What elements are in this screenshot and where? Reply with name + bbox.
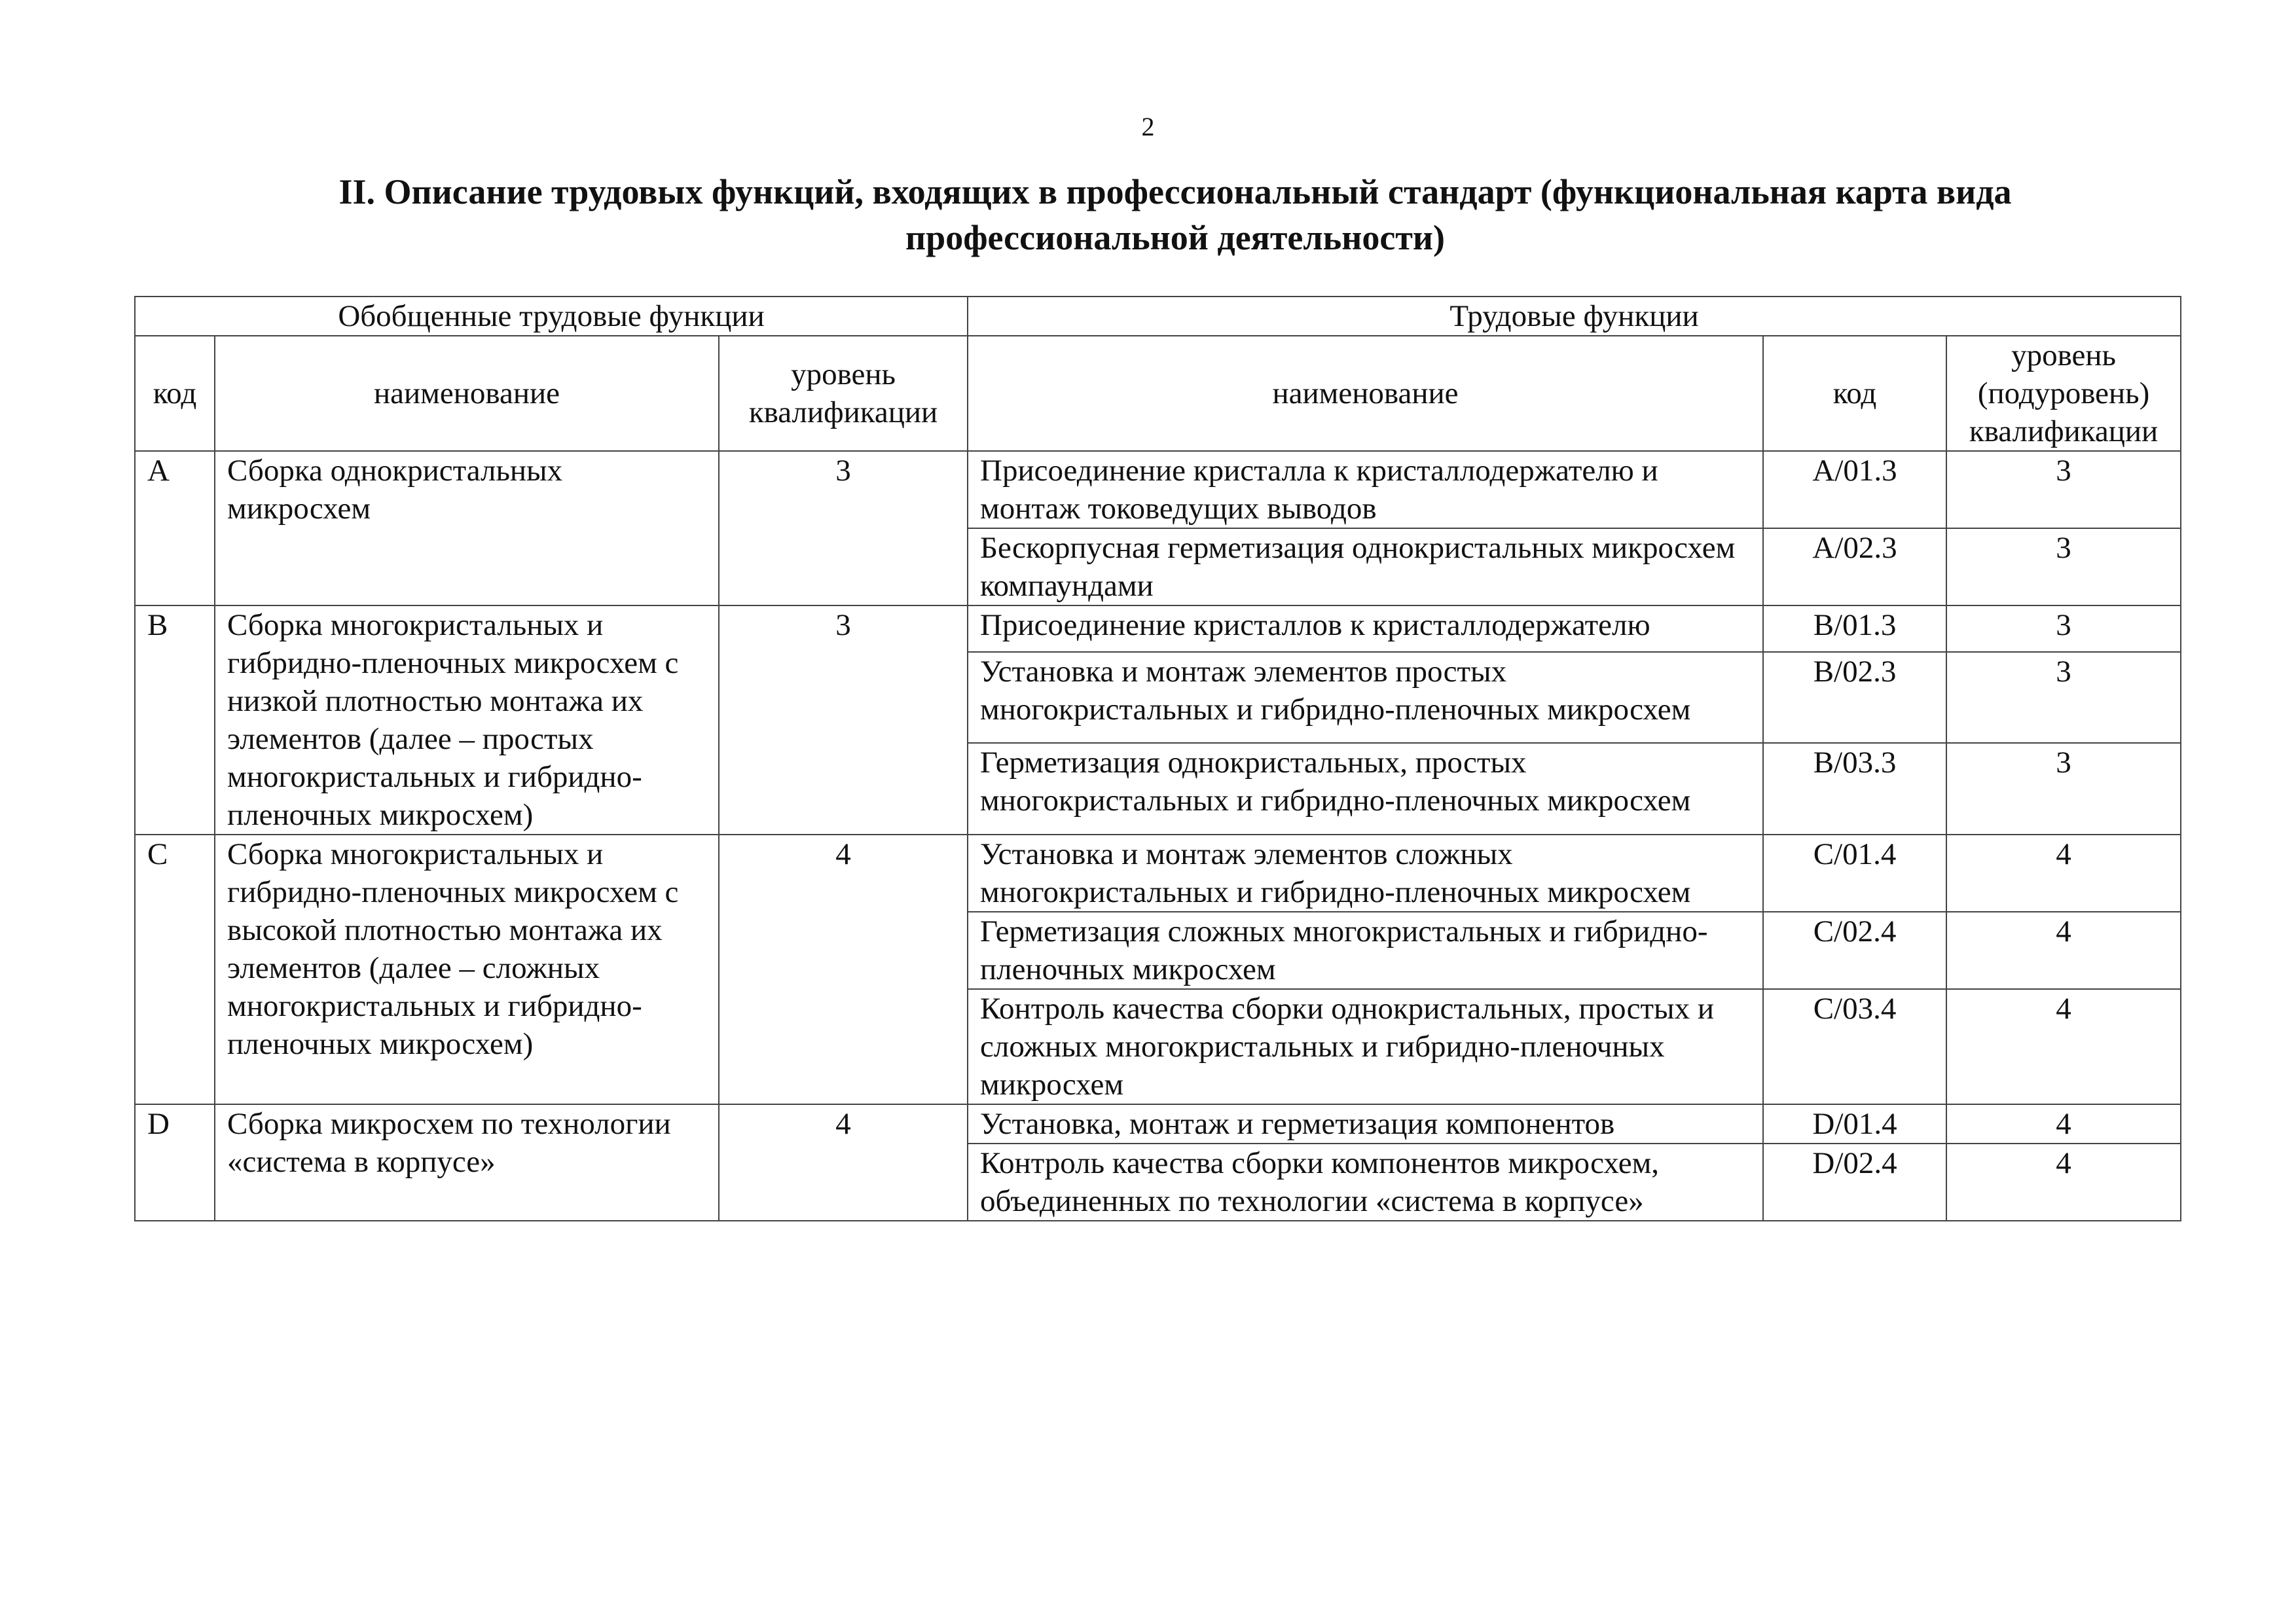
group-name: Сборка многокристальных и гибридно-пленочных микросхем с высокой плотностью монтажа их элементов (далее – сложных многокристальных и гибридно-пленочных микросхем)	[215, 835, 719, 1104]
section-title-line-2: профессиональной деятельности)	[905, 218, 1445, 257]
function-level: 4	[1946, 1104, 2181, 1144]
function-level: 4	[1946, 989, 2181, 1104]
function-level: 3	[1946, 451, 2181, 528]
function-name-column-header: наименование	[968, 336, 1763, 451]
section-title-line-1: II. Описание трудовых функций, входящих в профессиональный стандарт (функциональная карта вида	[338, 172, 2012, 211]
function-code: C/02.4	[1763, 912, 1946, 989]
function-name: Контроль качества сборки компонентов микросхем, объединенных по технологии «система в корпусе»	[968, 1144, 1763, 1221]
function-code: B/03.3	[1763, 743, 1946, 835]
table-row	[135, 451, 2181, 528]
function-level: 3	[1946, 605, 2181, 652]
functional-map-table	[134, 296, 2181, 1221]
function-level-column-header: уровень (подуровень) квалификации	[1946, 336, 2181, 451]
page-number: 2	[1141, 112, 1155, 141]
function-code: C/03.4	[1763, 989, 1946, 1104]
function-code-column-header: код	[1763, 336, 1946, 451]
group-name: Сборка микросхем по технологии «система в корпусе»	[215, 1104, 719, 1221]
generalized-functions-header: Обобщенные трудовые функции	[135, 297, 968, 336]
group-level: 3	[719, 451, 968, 605]
function-level: 3	[1946, 743, 2181, 835]
group-header-row	[135, 297, 2181, 336]
function-code: D/02.4	[1763, 1144, 1946, 1221]
group-name: Сборка многокристальных и гибридно-пленочных микросхем с низкой плотностью монтажа их элементов (далее – простых многокристальных и гибридно-пленочных микросхем)	[215, 605, 719, 835]
function-code: C/01.4	[1763, 835, 1946, 912]
group-code: D	[135, 1104, 215, 1221]
section-title	[164, 169, 2187, 261]
function-level: 4	[1946, 835, 2181, 912]
group-code: A	[135, 451, 215, 605]
function-code: A/01.3	[1763, 451, 1946, 528]
function-code: A/02.3	[1763, 528, 1946, 605]
table-row	[135, 1104, 2181, 1144]
function-name: Установка и монтаж элементов простых многокристальных и гибридно-пленочных микросхем	[968, 652, 1763, 744]
labor-functions-header: Трудовые функции	[968, 297, 2181, 336]
group-code: B	[135, 605, 215, 835]
table-row	[135, 835, 2181, 912]
function-level: 3	[1946, 652, 2181, 744]
function-code: B/02.3	[1763, 652, 1946, 744]
function-name: Контроль качества сборки однокристальных, простых и сложных многокристальных и гибридно-пленочных микросхем	[968, 989, 1763, 1104]
function-name: Бескорпусная герметизация однокристальных микросхем компаундами	[968, 528, 1763, 605]
function-level: 3	[1946, 528, 2181, 605]
level-column-header: уровень квалификации	[719, 336, 968, 451]
function-name: Установка и монтаж элементов сложных многокристальных и гибридно-пленочных микросхем	[968, 835, 1763, 912]
group-level: 4	[719, 835, 968, 1104]
code-column-header: код	[135, 336, 215, 451]
group-name: Сборка однокристальных микросхем	[215, 451, 719, 605]
function-level: 4	[1946, 1144, 2181, 1221]
group-level: 3	[719, 605, 968, 835]
table-row	[135, 605, 2181, 652]
function-code: D/01.4	[1763, 1104, 1946, 1144]
group-level: 4	[719, 1104, 968, 1221]
function-name: Присоединение кристаллов к кристаллодержателю	[968, 605, 1763, 652]
group-code: C	[135, 835, 215, 1104]
column-header-row	[135, 336, 2181, 451]
name-column-header: наименование	[215, 336, 719, 451]
function-code: B/01.3	[1763, 605, 1946, 652]
function-name: Герметизация однокристальных, простых многокристальных и гибридно-пленочных микросхем	[968, 743, 1763, 835]
function-level: 4	[1946, 912, 2181, 989]
function-name: Установка, монтаж и герметизация компонентов	[968, 1104, 1763, 1144]
function-name: Присоединение кристалла к кристаллодержателю и монтаж токоведущих выводов	[968, 451, 1763, 528]
function-name: Герметизация сложных многокристальных и гибридно-пленочных микросхем	[968, 912, 1763, 989]
